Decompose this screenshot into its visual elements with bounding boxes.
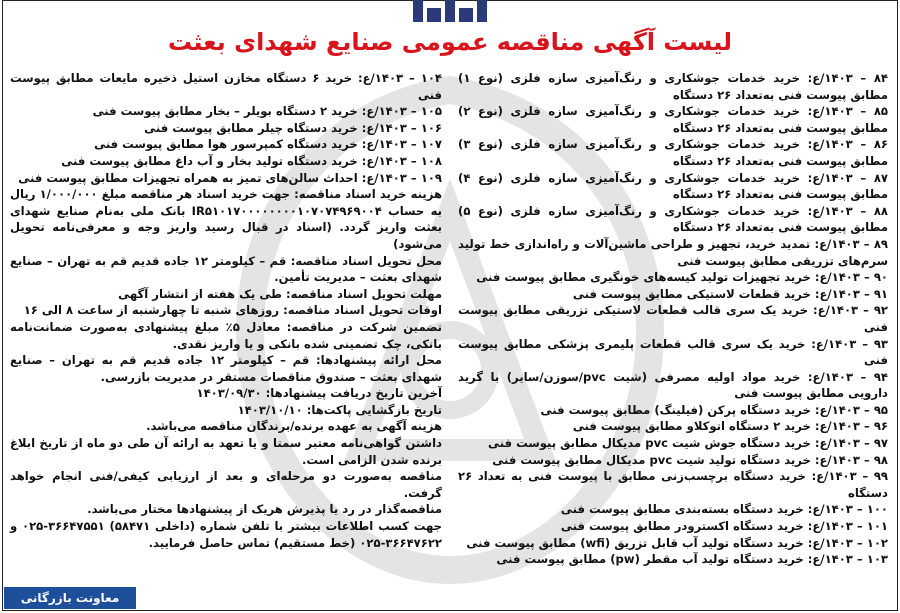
tender-item: ۹۵ – ۱۴۰۳/ع: خرید دستگاه پرکن (فیلینگ) مطابق پیوست فنی [540, 402, 888, 417]
tender-item: ۱۰۸ – ۱۴۰۳/ع: خرید دستگاه تولید بخار و آب داغ مطابق پیوست فنی [61, 153, 442, 168]
tender-item: ۱۰۰ – ۱۴۰۳/ع: خرید دستگاه بسته‌بندی مطابق پیوست فنی [560, 502, 888, 517]
tender-item: ۹۶ – ۱۴۰۳/ع: خرید ۲ دستگاه اتوکلاو مطابق پیوست فنی [572, 419, 888, 434]
tender-item: ۹۷ – ۱۴۰۳/ع: خرید دستگاه جوش شیت pvc مدیکال مطابق پیوست فنی [488, 436, 888, 451]
tender-item: ۸۶ – ۱۴۰۳/ع: خرید خدمات جوشکاری و رنگ‌آمیزی سازه فلزی (نوع ۳) مطابق پیوست فنی به‌تعداد ۲۶ دستگاه [458, 137, 888, 168]
tender-item: ۱۰۶ – ۱۴۰۳/ع: خرید دستگاه چیلر مطابق پیوست فنی [144, 120, 442, 135]
tender-item: ۹۹ – ۱۴۰۳/ع: خرید دستگاه برچسب‌زنی مطابق با پیوست فنی به تعداد ۲۶ دستگاه [458, 469, 888, 500]
ad-cost-note: هزینه آگهی به عهده برنده/برندگان مناقصه می‌باشد. [146, 419, 442, 434]
participation-guarantee: تضمین شرکت در مناقصه: معادل ۵٪ مبلغ پیشنهادی به‌صورت ضمانت‌نامه بانکی، چک تضمینی شده بانکی و یا واریز نقدی. [10, 319, 442, 351]
document-fee-paragraph: هزینه خرید اسناد مناقصه: جهت خرید اسناد هر مناقصه مبلغ ۱/۰۰۰/۰۰۰ ریال به حساب IR۵۱۰۱۷۰۰۰۰۰۰۰۰۱۰۷۰۷۴۹۶۹۰۰۴ بانک ملی به‌نام صنایع شهدای بعثت واریز گردد. (اسناد در قبال رسید واریز وجه و معرفی‌نامه تحویل می‌شود) [10, 187, 442, 251]
document-delivery-location: محل تحویل اسناد مناقصه: قم – کیلومتر ۱۲ جاده قدیم قم به تهران – صنایع شهدای بعثت – مدیریت تأمین. [10, 253, 442, 285]
tender-item: ۹۸ – ۱۴۰۳/ع: خرید دستگاه تولید شیت pvc مدیکال مطابق پیوست فنی [492, 452, 888, 467]
tender-item: ۸۷ – ۱۴۰۳/ع: خرید خدمات جوشکاری و رنگ‌آمیزی سازه فلزی (نوع ۴) مطابق پیوست فنی به‌تعداد ۲۶ دستگاه [458, 170, 888, 202]
bid-deadline: آخرین تاریخ دریافت پیشنهادها: ۱۴۰۳/۰۹/۳۰ [196, 386, 442, 401]
tender-item: ۸۴ – ۱۴۰۳/ع: خرید خدمات جوشکاری و رنگ‌آمیزی سازه فلزی (نوع ۱) مطابق پیوست فنی به‌تعداد ۲۶ دستگاه [458, 71, 888, 102]
tender-item: ۱۰۲ – ۱۴۰۳/ع: خرید دستگاه تولید آب قابل تزریق (wfi) مطابق پیوست فنی [466, 535, 888, 550]
company-logo [395, 0, 505, 22]
bid-submission-location: محل ارائه پیشنهادها: قم – کیلومتر ۱۲ جاده قدیم قم به تهران – صنایع شهدای بعثت – صندوق مناقصات مستقر در مدیریت بازرسی. [10, 353, 442, 384]
logo-bar [427, 8, 441, 22]
tender-item: ۹۴ – ۱۴۰۳/ع: خرید مواد اولیه مصرفی (شیت pvc/سوزن/سایر) با گرید دارویی مطابق پیوست فنی [458, 369, 888, 401]
tender-item: ۹۳ – ۱۴۰۳/ع: خرید یک سری قالب قطعات پلیمری پزشکی مطابق پیوست فنی [458, 336, 888, 368]
tender-item: ۱۰۱ – ۱۴۰۳/ع: خرید دستگاه اکسترودر مطابق پیوست فنی [560, 519, 888, 534]
logo-bar [477, 0, 487, 22]
tender-item: ۸۹ – ۱۴۰۳/ع: تمدید خرید، تجهیز و طراحی ماشین‌آلات و راه‌اندازی خط تولید سرم‌های تزریقی مطابق پیوست فنی [458, 236, 888, 268]
tender-list-right [458, 70, 888, 568]
notice-title: لیست آگهی مناقصه عمومی صنایع شهدای بعثت [167, 28, 733, 56]
tender-item: ۹۰ – ۱۴۰۳/ع: خرید تجهیزات تولید کیسه‌های خونگیری مطابق پیوست فنی [476, 270, 888, 285]
certificate-requirement: داشتن گواهی‌نامه معتبر سمتا و یا تعهد به ارائه آن طی دو ماه از تاریخ ابلاغ برنده شدن الزامی است. [10, 436, 442, 467]
two-stage-note: مناقصه به‌صورت دو مرحله‌ای و بعد از ارزیابی کیفی/فنی انجام خواهد گرفت. [10, 469, 442, 500]
rights-reserved-note: مناقصه‌گذار در رد یا پذیرش هریک از پیشنهادها مختار می‌باشد. [87, 502, 442, 517]
logo-bar [459, 8, 473, 22]
tender-item: ۱۰۹ – ۱۴۰۳/ع: احداث سالن‌های تمیز به همراه تجهیزات مطابق پیوست فنی [18, 170, 442, 185]
document-delivery-hours: اوقات تحویل اسناد مناقصه: روزهای شنبه تا چهارشنبه از ساعت ۸ الی ۱۶ [23, 303, 442, 318]
opening-date: تاریخ بازگشایی پاکت‌ها: ۱۴۰۳/۱۰/۱۰ [237, 402, 442, 417]
document-delivery-deadline: مهلت تحویل اسناد مناقصه: طی یک هفته از انتشار آگهی [118, 286, 442, 301]
tender-item: ۱۰۵ – ۱۴۰۳/ع: خرید ۲ دستگاه بویلر – بخار مطابق پیوست فنی [92, 104, 442, 119]
tender-item: ۹۱ – ۱۴۰۳/ع: خرید قطعات لاستیکی مطابق پیوست فنی [572, 286, 888, 301]
logo-bar [413, 0, 423, 22]
tender-item: ۱۰۴ – ۱۴۰۳/ع: خرید ۶ دستگاه مخازن استیل ذخیره مایعات مطابق پیوست فنی [10, 71, 443, 102]
tender-item: ۹۲ – ۱۴۰۳/ع: خرید یک سری قالب قطعات لاستیکی تزریقی مطابق پیوست فنی [458, 303, 888, 334]
department-tag: معاونت بازرگانی [4, 587, 136, 609]
logo-bar [445, 0, 455, 22]
tender-item: ۱۰۷ – ۱۴۰۳/ع: خرید دستگاه کمپرسور هوا مطابق پیوست فنی [94, 137, 442, 152]
tender-item: ۸۸ – ۱۴۰۳/ع: خرید خدمات جوشکاری و رنگ‌آمیزی سازه فلزی (نوع ۵) مطابق پیوست فنی به‌تعداد ۲۶ دستگاه [458, 203, 888, 235]
tender-item: ۱۰۳ – ۱۴۰۳/ع: خرید دستگاه تولید آب مقطر (pw) مطابق پیوست فنی [496, 552, 888, 567]
tender-list-left [10, 70, 442, 551]
contact-info: جهت کسب اطلاعات بیشتر با تلفن شماره (داخلی ۵۸۴۷۱) ۳۶۶۴۷۵۵۱-۰۲۵ و ۳۶۶۴۷۶۲۲-۰۲۵ (خط مستقیم) تماس حاصل فرمایید. [10, 519, 442, 550]
tender-item: ۸۵ – ۱۴۰۳/ع: خرید خدمات جوشکاری و رنگ‌آمیزی سازه فلزی (نوع ۲) مطابق پیوست فنی به‌تعداد ۲۶ دستگاه [458, 104, 888, 135]
